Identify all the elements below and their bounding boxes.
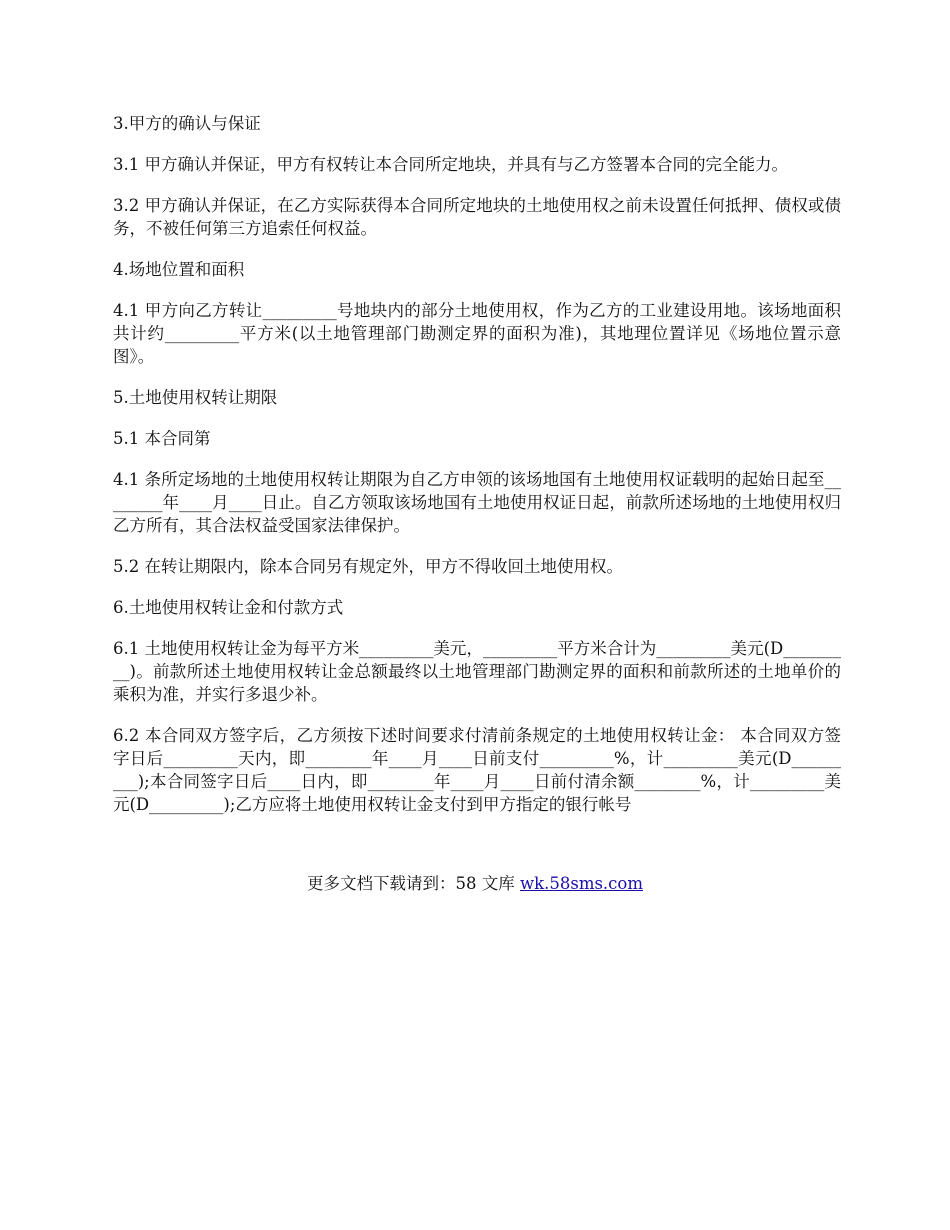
clause-4-1: 4.1 甲方向乙方转让_________号地块内的部分土地使用权，作为乙方的工业建设用地。该场地面积共计约_________平方米(以土地管理部门勘测定界的面积为准)，其地理位置详见《场地位置示意图》。 <box>113 301 841 366</box>
clause-4-1-term: 4.1 条所定场地的土地使用权转让期限为自乙方申领的该场地国有土地使用权证载明的起始日起至________年____月____日止。自乙方领取该场地国有土地使用权证日起，前款所述场地的土地使用权归乙方所有，其合法权益受国家法律保护。 <box>113 470 841 535</box>
clause-6-2: 6.2 本合同双方签字后，乙方须按下述时间要求付清前条规定的土地使用权转让金： 本合同双方签字日后_________天内，即________年____月____日前支付_________%，计_________美元(D_________);本合同签字日后____日内，即________年____月____日前付清余额________%，计_________美元(D_________);乙方应将土地使用权转让金支付到甲方指定的银行帐号 <box>113 726 841 814</box>
clause-6-1: 6.1 土地使用权转让金为每平方米_________美元，_________平方米合计为_________美元(D_________)。前款所述土地使用权转让金总额最终以土地管理部门勘测定界的面积和前款所述的土地单价的乘积为准，并实行多退少补。 <box>113 639 841 704</box>
download-footer <box>0 872 950 895</box>
footer-link[interactable]: wk.58sms.com <box>519 874 643 893</box>
clause-3-1: 3.1 甲方确认并保证，甲方有权转让本合同所定地块，并具有与乙方签署本合同的完全能力。 <box>113 155 788 174</box>
section-heading-5: 5.土地使用权转让期限 <box>113 388 278 407</box>
section-heading-3: 3.甲方的确认与保证 <box>113 114 261 133</box>
clause-3-2: 3.2 甲方确认并保证，在乙方实际获得本合同所定地块的土地使用权之前未设置任何抵押、债权或债务，不被任何第三方追索任何权益。 <box>113 196 841 238</box>
clause-5-2: 5.2 在转让期限内，除本合同另有规定外，甲方不得收回土地使用权。 <box>113 557 623 576</box>
clause-5-1: 5.1 本合同第 <box>113 429 211 448</box>
footer-text: 更多文档下载请到：58 文库 <box>306 874 520 893</box>
section-heading-4: 4.场地位置和面积 <box>113 260 245 279</box>
section-heading-6: 6.土地使用权转让金和付款方式 <box>113 598 344 617</box>
document-body <box>113 112 841 834</box>
